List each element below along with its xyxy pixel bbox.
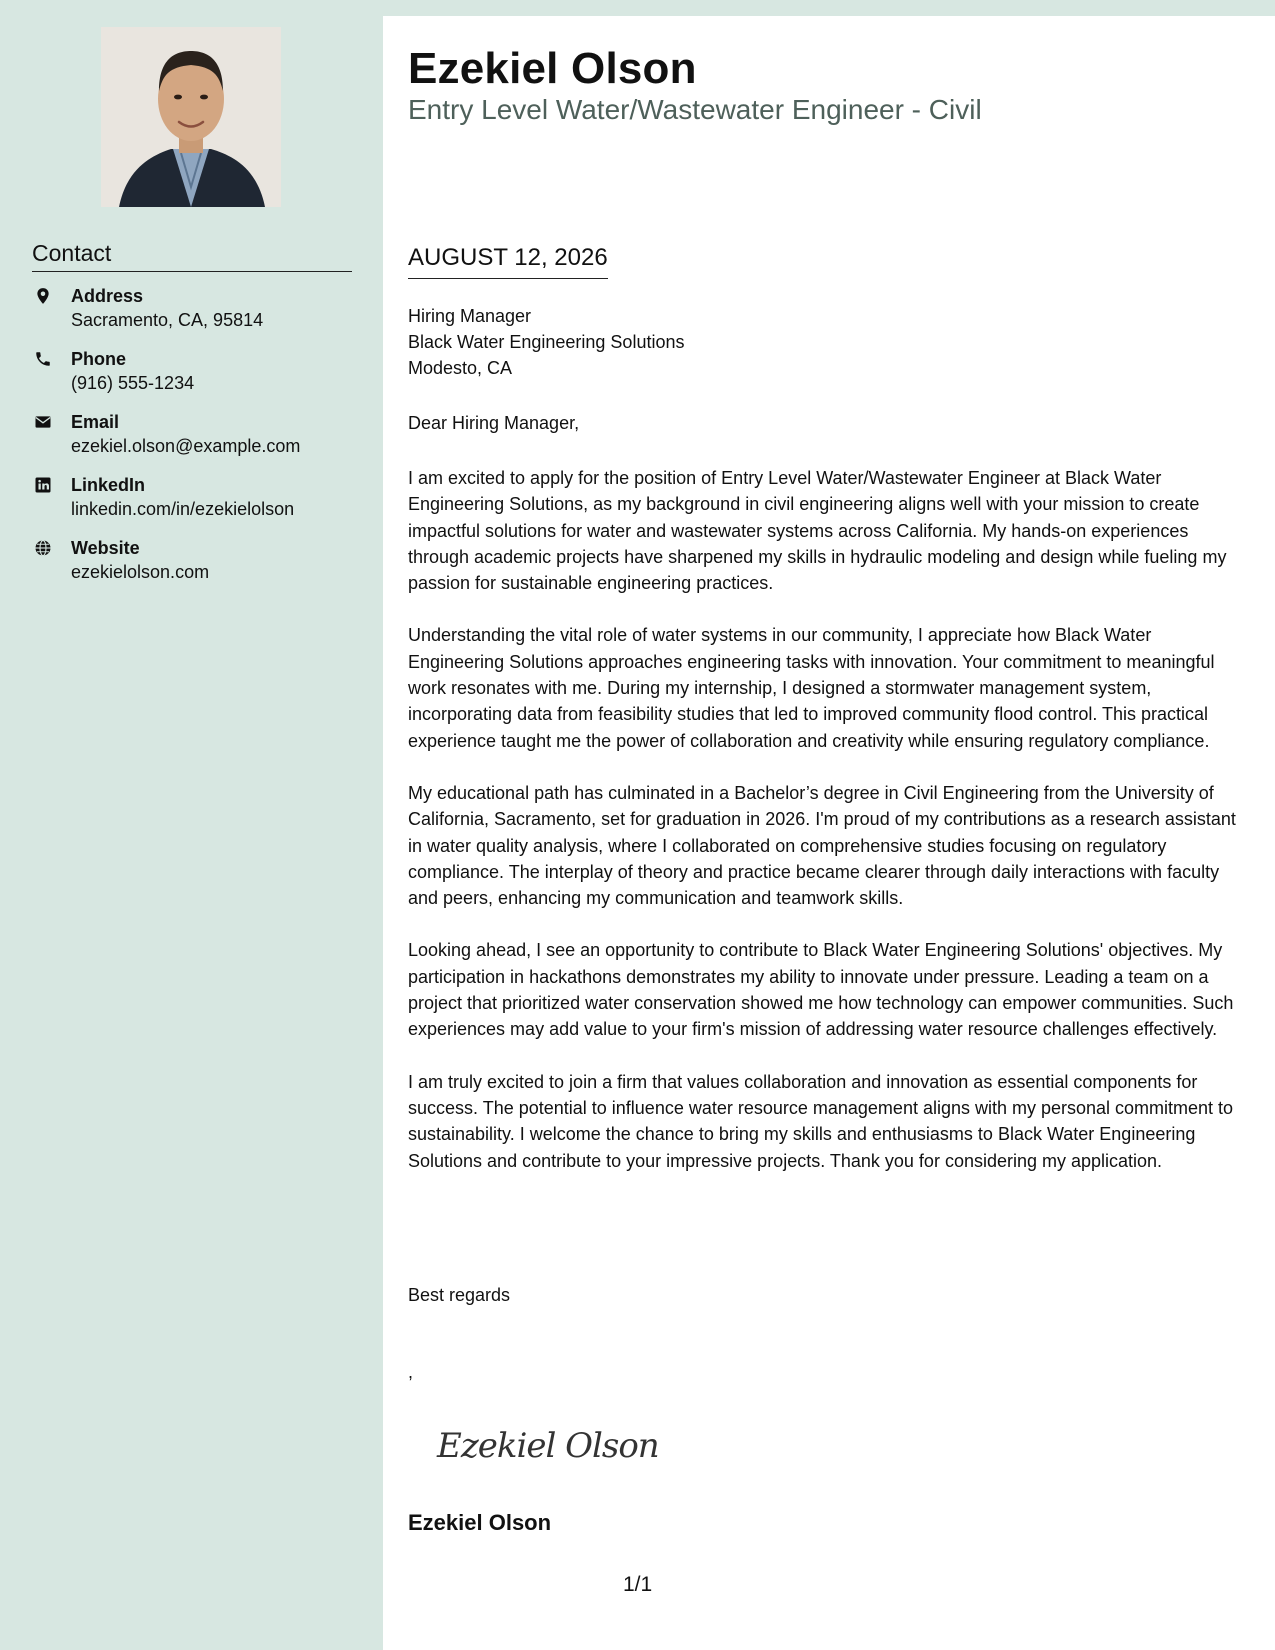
paragraph: Looking ahead, I see an opportunity to contribute to Black Water Engineering Solutions' objectives. My participation in hackathons demonstrates my ability to innovate under pressure. Leading a team on a project that prioritized water conservation showed me how technology can empower communities. Such experiences may add value to your firm's mission of addressing water resource challenges effectively. [408,940,1234,1040]
contact-heading: Contact [32,240,352,272]
avatar [101,27,281,207]
contact-list [32,284,362,599]
contact-value: ezekielolson.com [71,562,210,582]
job-title: Entry Level Water/Wastewater Engineer - Civil [408,94,982,125]
contact-value: ezekiel.olson@example.com [71,436,301,456]
contact-label: Website [71,538,140,558]
recipient-line: Hiring Manager [408,306,532,326]
letter-paragraphs [408,465,1248,1200]
contact-label: Address [71,286,144,306]
contact-website [32,536,362,599]
paragraph: I am excited to apply for the position of Entry Level Water/Wastewater Engineer at Black Water Engineering Solutions, as my background in civil engineering aligns well with your mission to create impactful solutions for water and wastewater systems across California. My hands-on experiences through academic projects have sharpened my skills in hydraulic modeling and design while fueling my passion for sustainable engineering practices. [408,468,1227,594]
paragraph: My educational path has culminated in a Bachelor’s degree in Civil Engineering from the University of California, Sacramento, set for graduation in 2026. I'm proud of my contributions as a research assistant in water quality analysis, where I collaborated on comprehensive studies focusing on regulatory compliance. The interplay of theory and practice became clearer through daily interactions with faculty and peers, enhancing my communication and teamwork skills. [408,782,1236,909]
signed-name: Ezekiel Olson [408,1510,552,1535]
sidebar [0,0,383,1650]
contact-phone [32,347,362,410]
applicant-name: Ezekiel Olson [408,44,697,93]
recipient-block [408,303,684,381]
letter-date: AUGUST 12, 2026 [408,244,608,279]
recipient-line: Modesto, CA [408,358,513,378]
paragraph: Understanding the vital role of water systems in our community, I appreciate how Black Water Engineering Solutions approaches engineering tasks with innovation. Your commitment to meaningful work resonates with me. During my internship, I designed a stormwater management system, incorporating data from feasibility studies that led to improved community flood control. This practical experience taught me the power of collaboration and creativity while ensuring regulatory compliance. [408,625,1215,751]
contact-value: linkedin.com/in/ezekielolson [71,499,295,519]
contact-email [32,410,362,473]
letter-body [383,16,1275,1650]
phone-icon [34,350,52,368]
contact-value: (916) 555-1234 [71,373,195,393]
contact-linkedin [32,473,362,536]
closing: Best regards [408,1285,511,1305]
closing-comma: , [408,1362,414,1382]
contact-label: Email [71,412,120,432]
location-pin-icon [34,287,52,305]
linkedin-icon [34,476,52,494]
contact-label: LinkedIn [71,475,146,495]
contact-label: Phone [71,349,127,369]
contact-address [32,284,362,347]
page-number: 1/1 [623,1573,653,1596]
salutation: Dear Hiring Manager, [408,413,580,433]
recipient-line: Black Water Engineering Solutions [408,332,685,352]
contact-value: Sacramento, CA, 95814 [71,310,264,330]
email-icon [34,413,52,431]
signature [435,1421,659,1476]
paragraph: I am truly excited to join a firm that values collaboration and innovation as essential components for success. The potential to influence water resource management aligns with my personal commitment to sustainability. I welcome the chance to bring my skills and enthusiasms to Black Water Engineering Solutions and contribute to your impressive projects. Thank you for considering my application. [408,1071,1234,1171]
globe-icon [34,539,52,557]
signature-glyphs: Ezekiel Olson [437,1426,659,1466]
